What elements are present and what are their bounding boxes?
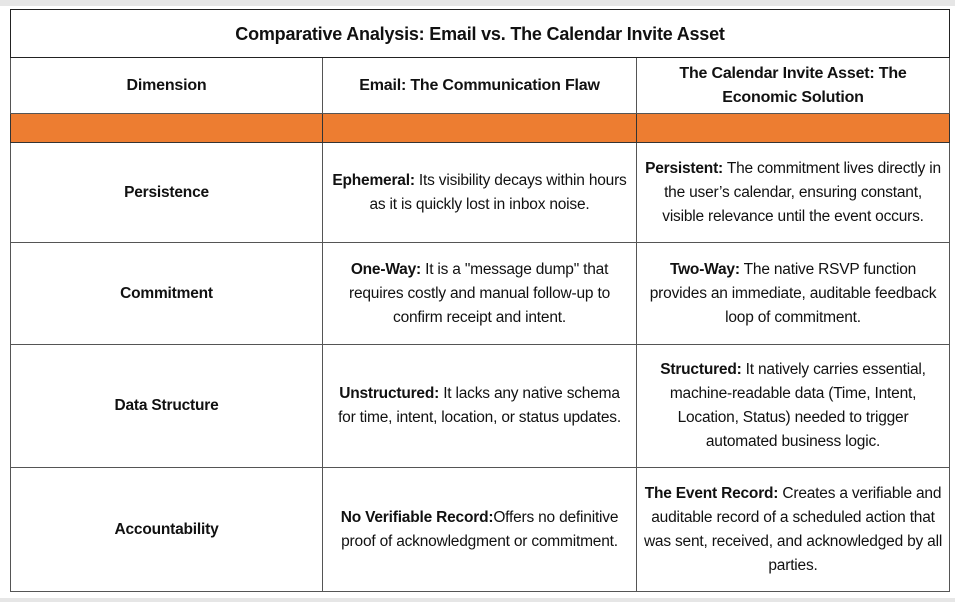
header-dimension: Dimension xyxy=(11,58,323,114)
email-text: Offers no definitive proof of acknowledgment or commitment. xyxy=(341,508,619,550)
table-row xyxy=(11,345,950,468)
invite-label: Structured: xyxy=(660,361,742,378)
email-label: No Verifiable Record: xyxy=(340,508,494,526)
invite-text: The native RSVP function provides an immediate, auditable feedback loop of commitment. xyxy=(649,260,937,326)
comparison-table xyxy=(10,9,950,592)
email-cell xyxy=(323,243,637,345)
email-label: One-Way: xyxy=(350,260,421,278)
accent-divider-row xyxy=(11,114,950,143)
invite-label: The Event Record: xyxy=(644,484,779,502)
email-cell xyxy=(323,468,637,592)
table-row xyxy=(11,468,950,592)
invite-text: It natively carries essential, machine-readable data (Time, Intent, Location, Status) needed to trigger automated business logic. xyxy=(669,361,926,450)
document-page xyxy=(0,6,955,598)
invite-cell xyxy=(637,468,950,592)
email-label: Unstructured: xyxy=(339,385,440,402)
invite-label: Persistent: xyxy=(645,159,723,177)
dimension-cell: Commitment xyxy=(11,243,323,345)
table-title: Comparative Analysis: Email vs. The Calendar Invite Asset xyxy=(11,10,950,58)
dimension-cell: Accountability xyxy=(11,468,323,592)
email-text: It lacks any native schema for time, intent, location, or status updates. xyxy=(338,385,621,426)
invite-cell xyxy=(637,345,950,468)
email-label: Ephemeral: xyxy=(332,171,415,189)
dimension-cell: Persistence xyxy=(11,143,323,243)
invite-text: Creates a verifiable and auditable record of a scheduled action that was sent, received, and acknowledged by all parties. xyxy=(643,484,943,574)
dimension-cell: Data Structure xyxy=(11,345,323,468)
invite-cell xyxy=(637,143,950,243)
header-email: Email: The Communication Flaw xyxy=(323,58,637,114)
header-invite: The Calendar Invite Asset: The Economic Solution xyxy=(637,58,950,114)
email-cell xyxy=(323,345,637,468)
table-row xyxy=(11,243,950,345)
email-text: Its visibility decays within hours as it is quickly lost in inbox noise. xyxy=(369,171,627,213)
header-row xyxy=(11,58,950,114)
table-row xyxy=(11,143,950,243)
invite-label: Two-Way: xyxy=(669,260,740,278)
email-cell xyxy=(323,143,637,243)
email-text: It is a "message dump" that requires costly and manual follow-up to confirm receipt and intent. xyxy=(348,260,610,326)
invite-text: The commitment lives directly in the user’s calendar, ensuring constant, visible relevance until the event occurs. xyxy=(662,159,941,225)
invite-cell xyxy=(637,243,950,345)
